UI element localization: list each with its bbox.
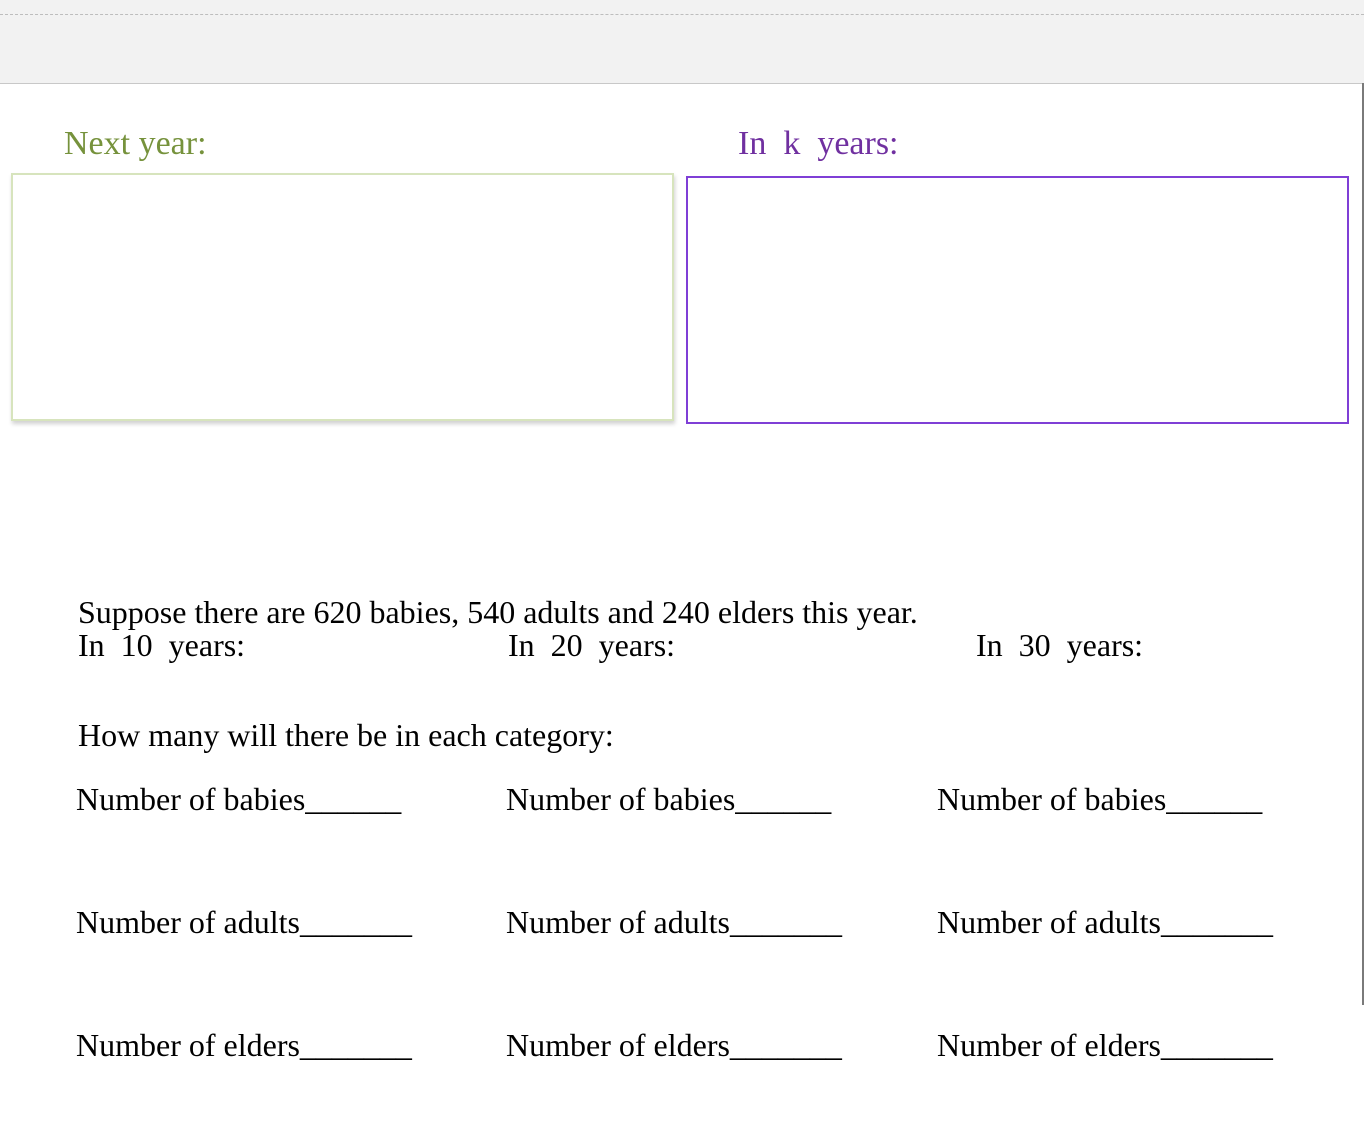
- toolbar-divider: [0, 14, 1364, 15]
- k-years-answer-box[interactable]: [686, 176, 1349, 424]
- column-heading: In 10 years:: [78, 627, 246, 663]
- top-toolbar: [0, 0, 1364, 84]
- question-line-1: Suppose there are 620 babies, 540 adults and 240 elders this year.: [78, 594, 918, 630]
- elders-blank[interactable]: Number of elders_______: [937, 1027, 1273, 1063]
- babies-blank[interactable]: Number of babies______: [76, 781, 402, 817]
- column-20-years: [506, 625, 842, 1148]
- next-year-answer-box[interactable]: [11, 173, 674, 421]
- adults-blank[interactable]: Number of adults_______: [937, 904, 1273, 940]
- elders-blank[interactable]: Number of elders_______: [506, 1027, 842, 1063]
- column-heading: In 30 years:: [976, 627, 1144, 663]
- next-year-heading: Next year:: [64, 125, 207, 162]
- column-30-years: [937, 625, 1273, 1148]
- question-line-2: How many will there be in each category:: [78, 717, 614, 753]
- k-years-heading: In k years:: [738, 125, 899, 162]
- babies-blank[interactable]: Number of babies______: [506, 781, 832, 817]
- elders-blank[interactable]: Number of elders_______: [76, 1027, 412, 1063]
- column-heading: In 20 years:: [508, 627, 676, 663]
- adults-blank[interactable]: Number of adults_______: [506, 904, 842, 940]
- babies-blank[interactable]: Number of babies______: [937, 781, 1263, 817]
- column-10-years: [76, 625, 412, 1148]
- adults-blank[interactable]: Number of adults_______: [76, 904, 412, 940]
